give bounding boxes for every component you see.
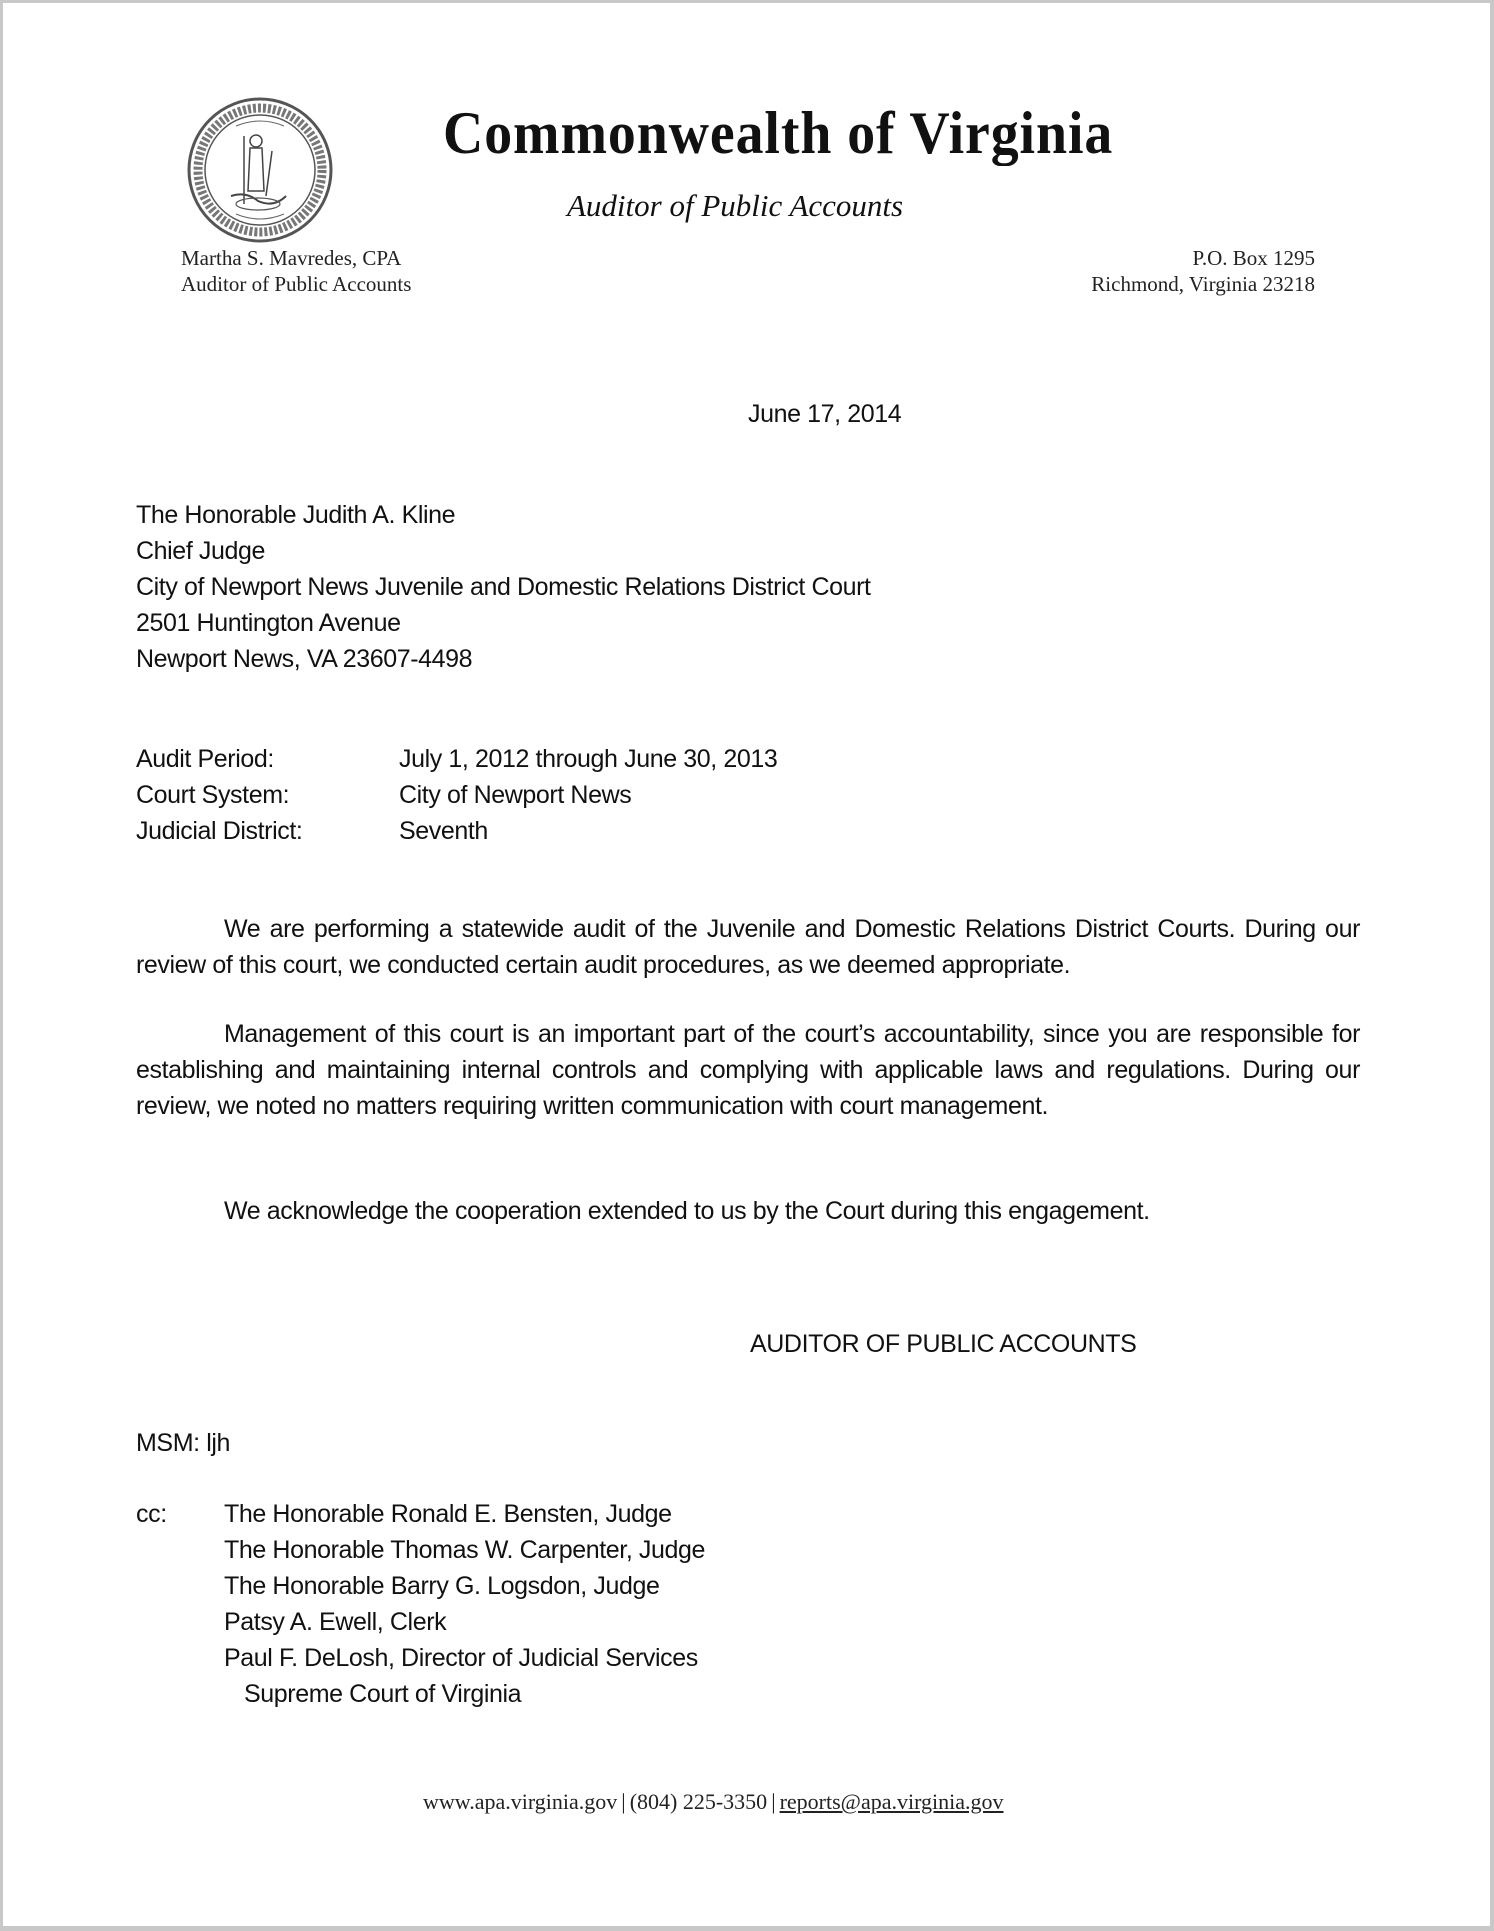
addressee-line: The Honorable Judith A. Kline [136,501,456,529]
virginia-state-seal-icon [186,96,334,244]
footer-phone: (804) 225-3350 [629,1789,768,1814]
auditor-title: Auditor of Public Accounts [181,272,412,296]
letterhead-subtitle: Auditor of Public Accounts [567,188,904,223]
addressee-line: Chief Judge [136,537,266,565]
signoff: AUDITOR OF PUBLIC ACCOUNTS [750,1330,1137,1358]
office-address-block [1091,245,1315,297]
footer-separator: | [621,1789,626,1814]
audit-info-block [136,741,777,849]
cc-row [136,1604,705,1640]
letter-page [3,3,1490,1926]
audit-info-value: July 1, 2012 through June 30, 2013 [399,745,778,773]
cc-label: cc: [136,1500,167,1528]
letterhead-title: Commonwealth of Virginia [443,100,1114,166]
addressee-block [136,497,871,677]
cc-recipient: The Honorable Barry G. Logsdon, Judge [224,1572,660,1600]
auditor-name-block [181,245,411,297]
body-paragraph: Management of this court is an important part of the court’s accountability, since you are responsible for establishing and maintaining internal controls and complying with applicable laws and regulations. During our review, we noted no matters requiring written communication with court management. [136,1020,1360,1120]
audit-info-label: Audit Period: [136,745,274,773]
cc-recipient: Patsy A. Ewell, Clerk [224,1608,447,1636]
cc-sub-line: Supreme Court of Virginia [244,1680,522,1708]
audit-info-label: Court System: [136,781,290,809]
cc-recipient: Paul F. DeLosh, Director of Judicial Services [224,1644,698,1672]
auditor-name: Martha S. Mavredes, CPA [181,246,402,270]
cc-recipient: The Honorable Ronald E. Bensten, Judge [224,1500,672,1528]
footer-email-link[interactable]: reports@apa.virginia.gov [779,1789,1004,1814]
footer-separator: | [771,1789,776,1814]
audit-info-value: Seventh [399,817,488,845]
body-paragraph: We acknowledge the cooperation extended to us by the Court during this engagement. [224,1197,1150,1225]
audit-info-value: City of Newport News [399,781,632,809]
body-paragraph: We are performing a statewide audit of the Juvenile and Domestic Relations District Courts. During our review of this court, we conducted certain audit procedures, as we deemed appropriate. [136,915,1360,979]
audit-info-label: Judicial District: [136,817,303,845]
po-box: P.O. Box 1295 [1192,246,1315,270]
cc-row [136,1532,705,1568]
cc-row [136,1568,705,1604]
reference-initials: MSM: ljh [136,1429,231,1457]
footer [423,1789,1004,1815]
addressee-line: City of Newport News Juvenile and Domestic Relations District Court [136,573,871,601]
audit-info-row [136,741,777,777]
audit-info-row [136,777,777,813]
city-state-zip: Richmond, Virginia 23218 [1091,272,1315,296]
letter-date: June 17, 2014 [748,400,902,428]
cc-recipient: The Honorable Thomas W. Carpenter, Judge [224,1536,706,1564]
addressee-line: 2501 Huntington Avenue [136,609,401,637]
cc-block [136,1496,705,1712]
addressee-line: Newport News, VA 23607-4498 [136,645,473,673]
cc-row [136,1640,705,1676]
footer-website[interactable]: www.apa.virginia.gov [423,1789,618,1814]
audit-info-row [136,813,777,849]
cc-row [136,1496,705,1532]
